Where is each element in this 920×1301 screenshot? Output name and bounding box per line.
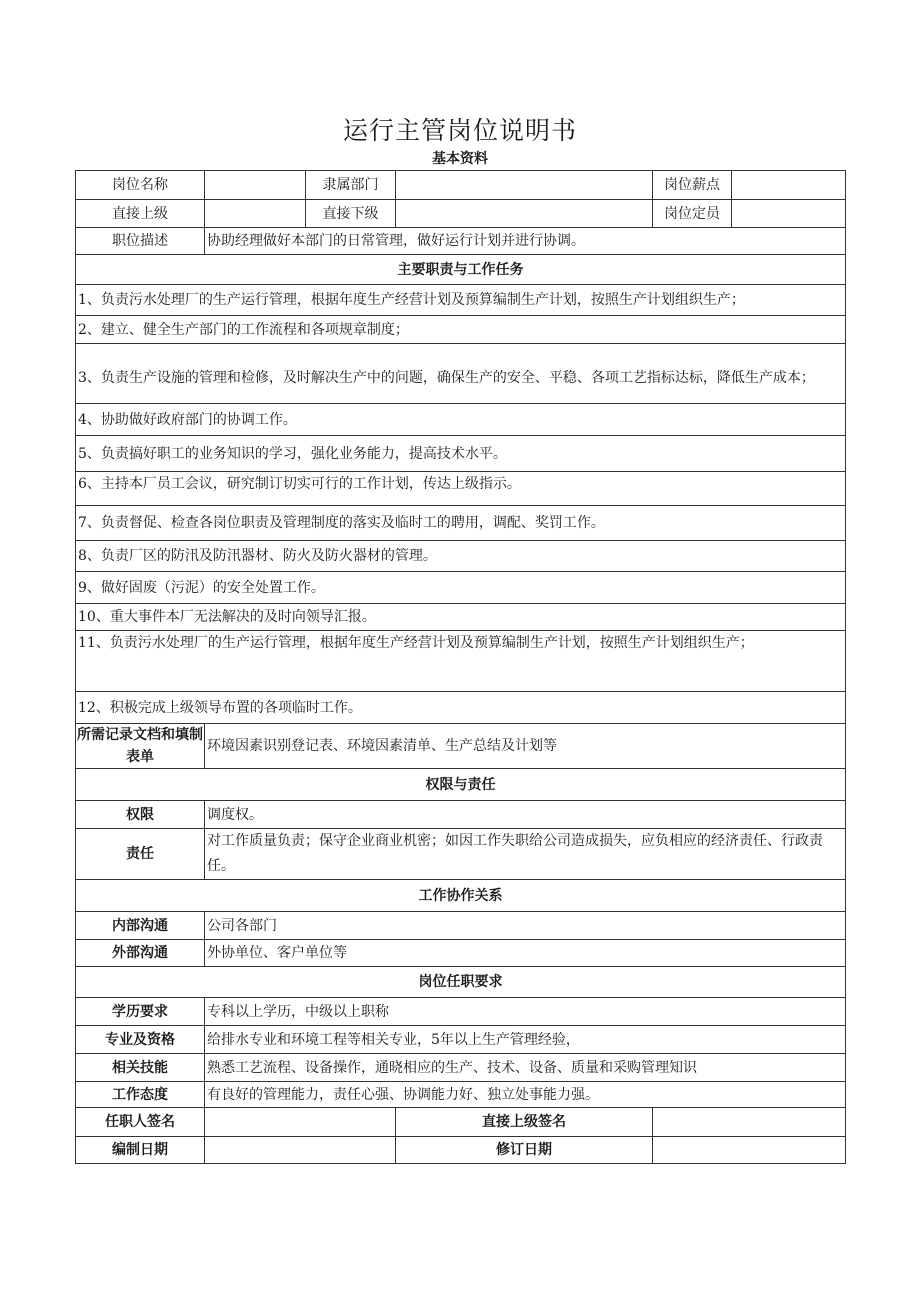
duty-item: 2、建立、健全生产部门的工作流程和各项规章制度； <box>76 316 846 344</box>
document-title: 运行主管岗位说明书 <box>342 116 577 145</box>
duty-item: 3、负责生产设施的管理和检修，及时解决生产中的问题，确保生产的安全、平稳、各项工艺指标达标，降低生产成本； <box>76 344 846 404</box>
major-value: 给排水专业和环境工程等相关专业，5年以上生产管理经验， <box>205 1026 846 1054</box>
compiled-date-label: 编制日期 <box>76 1137 205 1164</box>
requirements-heading: 岗位任职要求 <box>76 967 846 998</box>
revised-date-field[interactable] <box>653 1137 846 1164</box>
revised-date-label: 修订日期 <box>396 1137 653 1164</box>
superior-label: 直接上级 <box>76 200 205 228</box>
authority-heading: 权限与责任 <box>76 769 846 801</box>
duty-item: 5、负责搞好职工的业务知识的学习，强化业务能力，提高技术水平。 <box>76 436 846 472</box>
position-name-label: 岗位名称 <box>76 171 205 200</box>
description-label: 职位描述 <box>76 228 205 255</box>
skills-value: 熟悉工艺流程、设备操作，通晓相应的生产、技术、设备、质量和采购管理知识 <box>205 1054 846 1082</box>
section-basic-heading: 基本资料 <box>432 151 488 167</box>
salary-value[interactable] <box>732 171 846 200</box>
external-value: 外协单位、客户单位等 <box>205 940 846 967</box>
subordinate-value[interactable] <box>396 200 653 228</box>
duty-item: 8、负责厂区的防汛及防汛器材、防火及防火器材的管理。 <box>76 541 846 572</box>
staffing-label: 岗位定员 <box>653 200 732 228</box>
duty-item: 9、做好固废（污泥）的安全处置工作。 <box>76 572 846 604</box>
major-label: 专业及资格 <box>76 1026 205 1054</box>
superior-value[interactable] <box>205 200 306 228</box>
duty-item: 12、积极完成上级领导布置的各项临时工作。 <box>76 692 846 724</box>
authority-value: 调度权。 <box>205 801 846 829</box>
internal-value: 公司各部门 <box>205 912 846 940</box>
duties-heading: 主要职责与工作任务 <box>76 255 846 285</box>
attitude-label: 工作态度 <box>76 1082 205 1108</box>
department-label: 隶属部门 <box>306 171 396 200</box>
authority-label: 权限 <box>76 801 205 829</box>
compiled-date-field[interactable] <box>205 1137 396 1164</box>
duty-item: 7、负责督促、检查各岗位职责及管理制度的落实及临时工的聘用，调配、奖罚工作。 <box>76 506 846 541</box>
duty-item: 11、负责污水处理厂的生产运行管理，根据年度生产经营计划及预算编制生产计划，按照生产计划组织生产； <box>76 631 846 692</box>
department-value[interactable] <box>396 171 653 200</box>
attitude-value: 有良好的管理能力，责任心强、协调能力好、独立处事能力强。 <box>205 1082 846 1108</box>
holder-signature-label: 任职人签名 <box>76 1108 205 1137</box>
salary-label: 岗位薪点 <box>653 171 732 200</box>
records-value: 环境因素识别登记表、环境因素清单、生产总结及计划等 <box>205 724 846 769</box>
education-value: 专科以上学历，中级以上职称 <box>205 998 846 1026</box>
responsibility-value: 对工作质量负责；保守企业商业机密；如因工作失职给公司造成损失，应负相应的经济责任、行政责任。 <box>205 829 846 880</box>
duty-item: 10、重大事件本厂无法解决的及时向领导汇报。 <box>76 604 846 631</box>
skills-label: 相关技能 <box>76 1054 205 1082</box>
holder-signature-field[interactable] <box>205 1108 396 1137</box>
superior-signature-label: 直接上级签名 <box>396 1108 653 1137</box>
external-label: 外部沟通 <box>76 940 205 967</box>
description-value: 协助经理做好本部门的日常管理，做好运行计划并进行协调。 <box>205 228 846 255</box>
records-label: 所需记录文档和填制表单 <box>76 724 205 769</box>
subordinate-label: 直接下级 <box>306 200 396 228</box>
education-label: 学历要求 <box>76 998 205 1026</box>
job-description-table <box>75 170 846 1164</box>
duty-item: 4、协助做好政府部门的协调工作。 <box>76 404 846 436</box>
position-name-value[interactable] <box>205 171 306 200</box>
internal-label: 内部沟通 <box>76 912 205 940</box>
superior-signature-field[interactable] <box>653 1108 846 1137</box>
responsibility-label: 责任 <box>76 829 205 880</box>
duty-item: 1、负责污水处理厂的生产运行管理，根据年度生产经营计划及预算编制生产计划，按照生产计划组织生产； <box>76 285 846 316</box>
staffing-value[interactable] <box>732 200 846 228</box>
cooperation-heading: 工作协作关系 <box>76 880 846 912</box>
duty-item: 6、主持本厂员工会议，研究制订切实可行的工作计划，传达上级指示。 <box>76 472 846 506</box>
